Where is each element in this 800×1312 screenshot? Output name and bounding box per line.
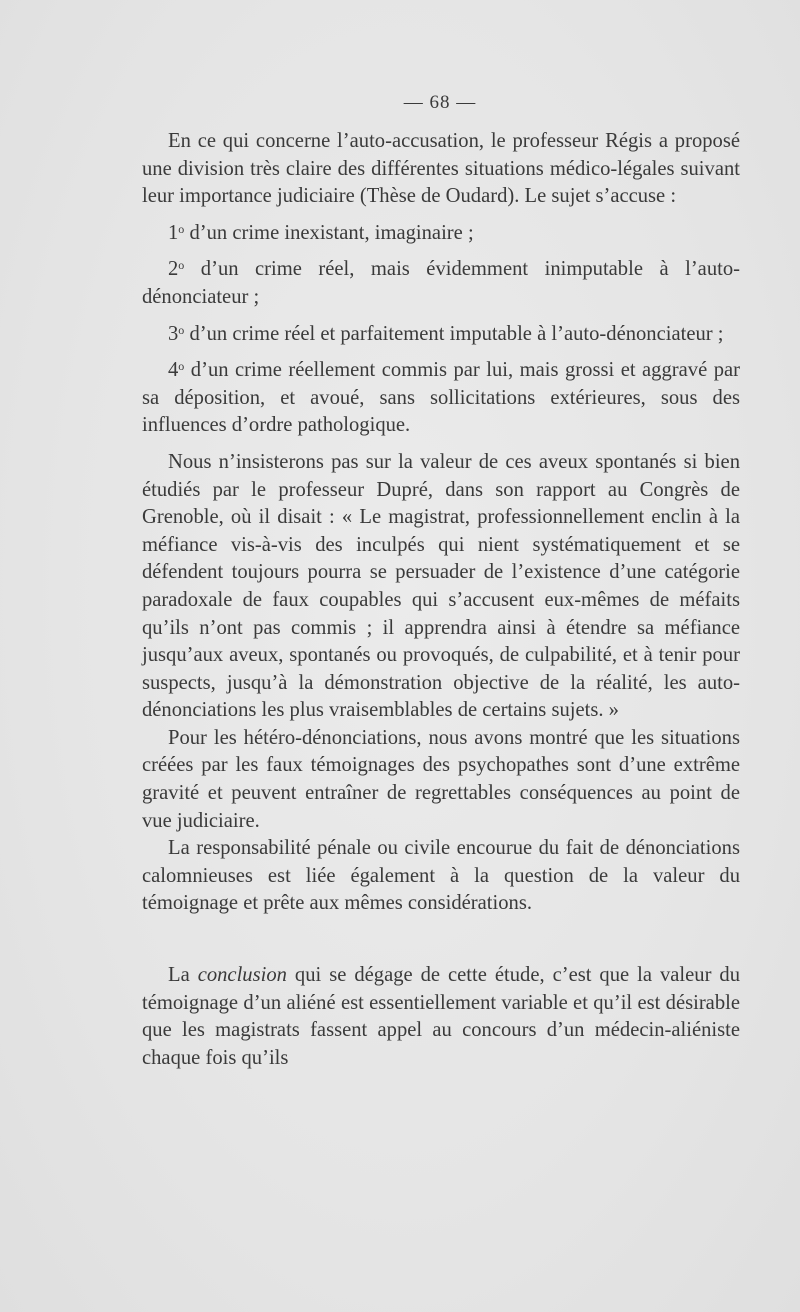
list-item-1-text: d’un crime inexistant, imaginaire ;	[184, 221, 474, 244]
list-item-1-number: 1	[168, 221, 179, 244]
list-item-4-number: 4	[168, 359, 179, 382]
list-item-2-number: 2	[168, 258, 179, 281]
conclusion-emphasis: conclusion	[197, 964, 287, 987]
list-item-4	[142, 357, 740, 440]
list-item-2-text: d’un crime réel, mais évidemment inimputable à l’auto-dénonciateur ;	[142, 258, 740, 308]
list-item-2-ordinal: o	[178, 258, 185, 273]
conclusion-lead: La	[168, 964, 198, 987]
conclusion-text: qui se dégage de cette étude, c’est que la valeur du témoignage d’un aliéné est essentiellement variable et qu’il est désirable que les magistrats fassent appel au concours d’un médecin-aliéniste chaque fois qu’ils	[142, 964, 740, 1069]
page-body	[142, 128, 740, 1072]
list-item-4-text: d’un crime réellement commis par lui, mais grossi et aggravé par sa déposition, et avoué, sans sollicitations extérieures, sous des influences d’ordre pathologique.	[142, 359, 740, 437]
list-item-3-number: 3	[168, 322, 179, 345]
list-item-3	[142, 321, 740, 349]
paragraph-conclusion	[142, 962, 740, 1072]
list-item-1	[142, 220, 740, 248]
list-item-4-ordinal: o	[178, 359, 185, 374]
page-number: — 68 —	[403, 92, 477, 113]
list-item-2	[142, 256, 740, 311]
list-item-3-text: d’un crime réel et parfaitement imputable à l’auto-dénonciateur ;	[184, 322, 724, 345]
paragraph-aveux-spontanes: Nous n’insisterons pas sur la valeur de ces aveux spontanés si bien étudiés par le professeur Dupré, dans son rapport au Congrès de Grenoble, où il disait : « Le magistrat, professionnellement enclin à la méfiance vis-à-vis des inculpés qui nient systématiquement et se défendent toujours pourra se persuader de l’existence d’une catégorie paradoxale de faux coupables qui s’accusent eux-mêmes de méfaits qu’ils n’ont pas commis ; il apprendra ainsi à étendre sa méfiance jusqu’aux aveux, spontanés ou provoqués, de culpabilité, et à tenir pour suspects, jusqu’à la démonstration objective de la réalité, les auto-dénonciations les plus vraisemblables de certains sujets. »	[142, 450, 740, 722]
list-item-3-ordinal: o	[178, 322, 185, 337]
list-item-1-ordinal: o	[178, 221, 185, 236]
paragraph-hetero-denonciations: Pour les hétéro-dénonciations, nous avons montré que les situations créées par les faux témoignages des psychopathes sont d’une extrême gravité et peuvent entraîner de regrettables conséquences au point de vue judiciaire.	[142, 726, 740, 832]
paragraph-auto-accusation: En ce qui concerne l’auto-accusation, le professeur Régis a proposé une division très claire des différentes situations médico-légales suivant leur importance judiciaire (Thèse de Oudard). Le sujet s’accuse :	[142, 130, 740, 208]
paragraph-responsabilite: La responsabilité pénale ou civile encourue du fait de dénonciations calomnieuses est liée également à la question de la valeur du témoignage et prête aux mêmes considérations.	[142, 837, 740, 915]
